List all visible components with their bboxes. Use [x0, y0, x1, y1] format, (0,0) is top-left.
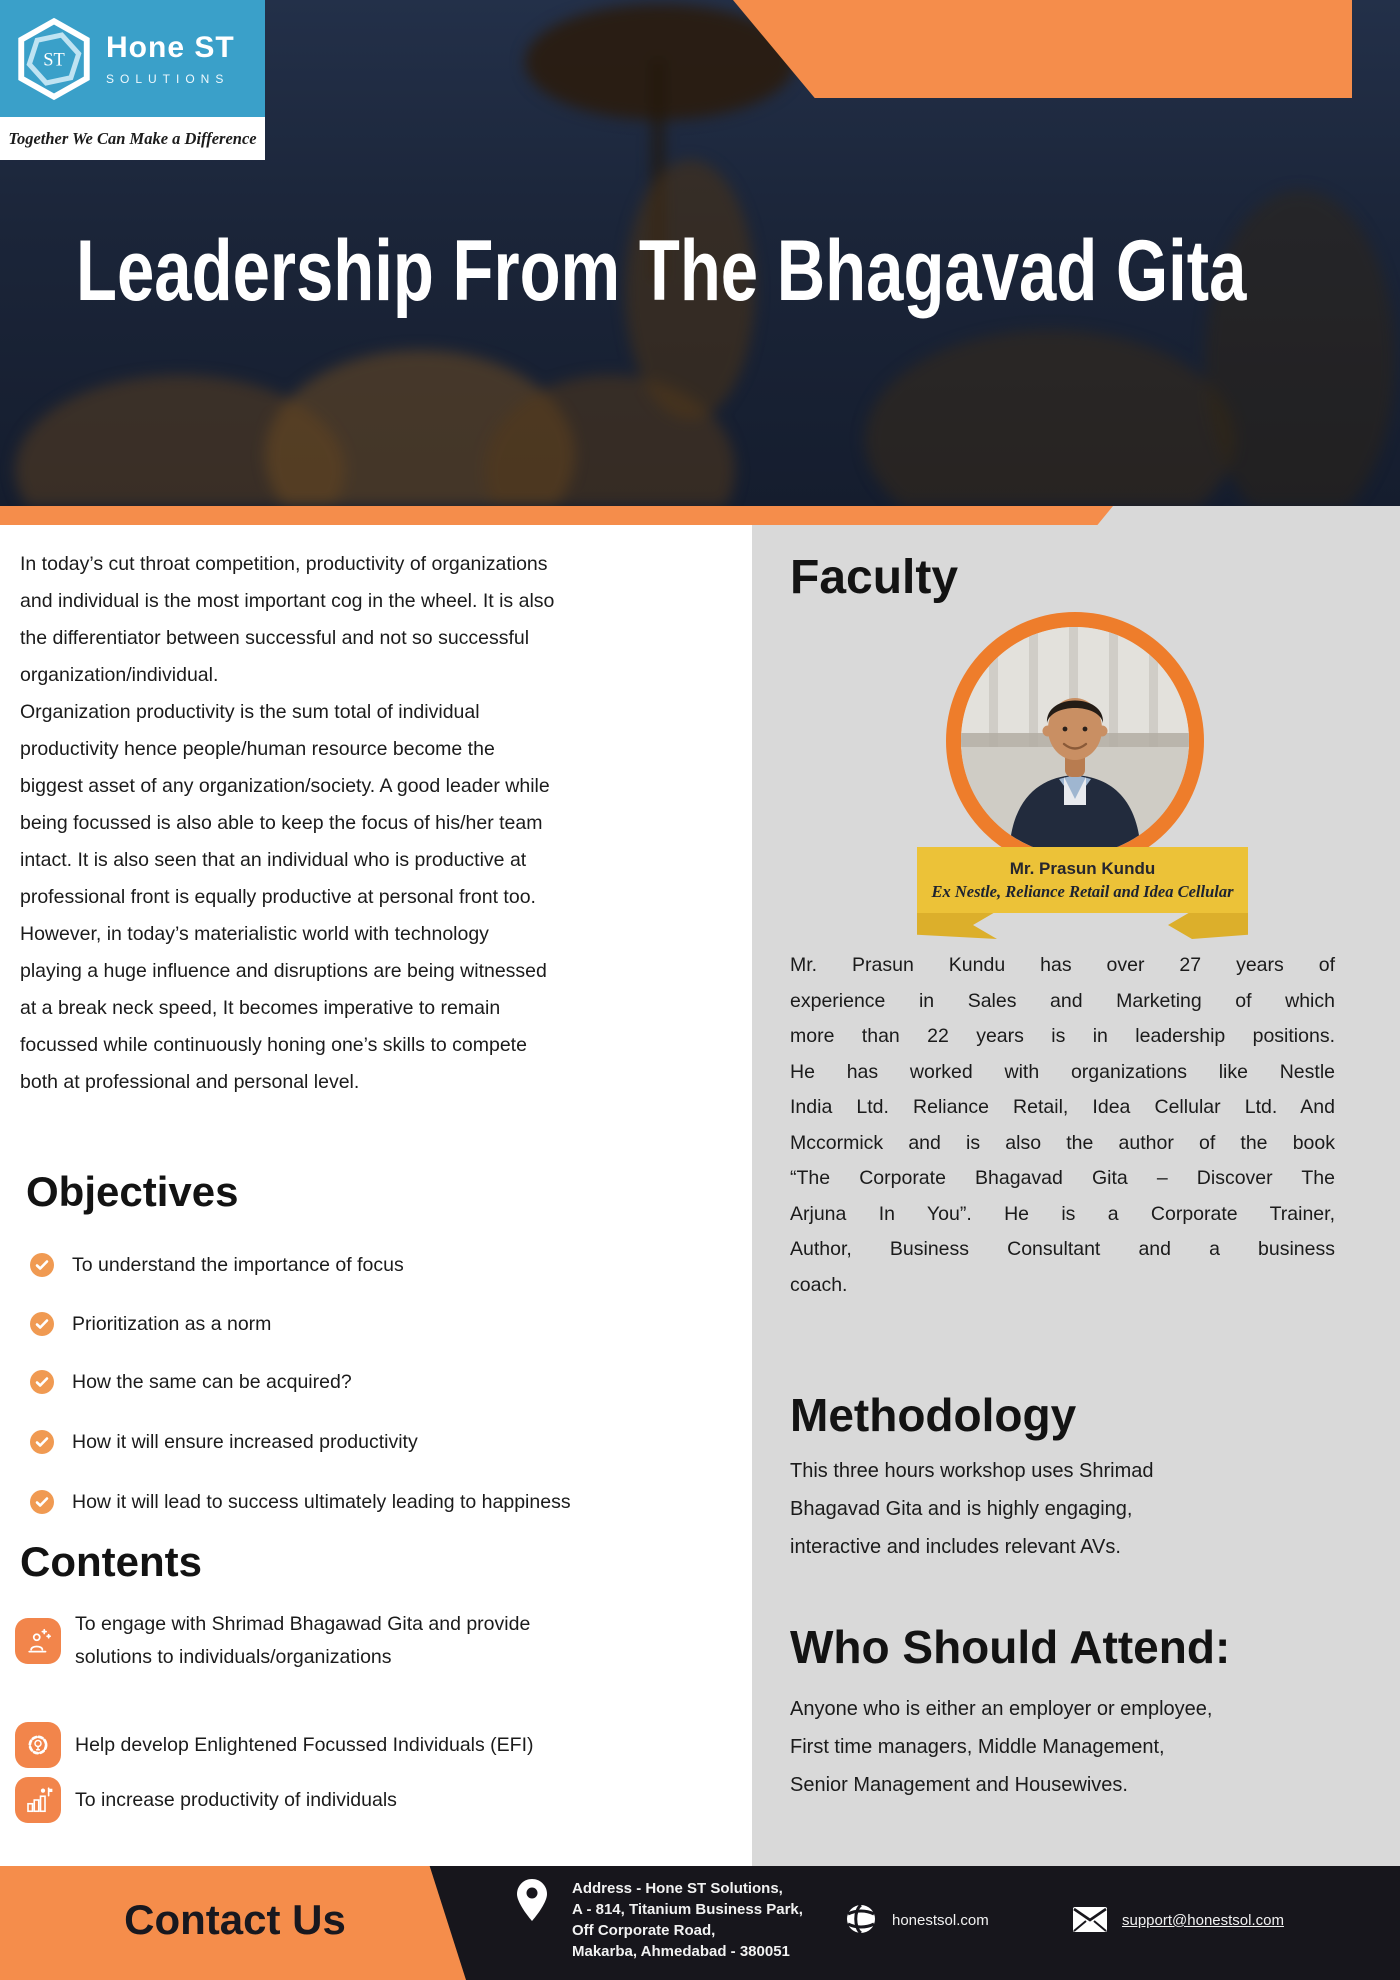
gear-bulb-icon [15, 1722, 61, 1768]
faculty-heading: Faculty [790, 551, 959, 604]
methodology-line: Bhagavad Gita and is highly engaging, [790, 1498, 1133, 1520]
bio-line: Mr. Prasun Kundu has over 27 years of [790, 954, 1335, 976]
intro-line: biggest asset of any organization/society. A good leader while [20, 775, 550, 797]
objective-item [30, 1311, 271, 1337]
intro-line: and individual is the most important cog in the wheel. It is also [20, 590, 555, 612]
methodology-line: interactive and includes relevant AVs. [790, 1536, 1121, 1558]
content-label: To engage with Shrimad Bhagawad Gita and provide solutions to individuals/organizations [75, 1613, 531, 1668]
objective-item [30, 1489, 571, 1515]
logo-hexagon-icon [12, 17, 96, 101]
accent-band [0, 506, 1113, 525]
intro-line: In today’s cut throat competition, productivity of organizations [20, 553, 548, 575]
faculty-credentials: Ex Nestle, Reliance Retail and Idea Cellular [931, 881, 1234, 901]
envelope-icon [1072, 1906, 1108, 1933]
bio-line: coach. [790, 1273, 848, 1296]
address-line: A - 814, Titanium Business Park, [572, 1901, 803, 1918]
intro-paragraph [20, 546, 554, 1101]
header-banner [0, 0, 1400, 506]
bio-line: Mccormick and is also the author of the book [790, 1131, 1335, 1154]
intro-line: Organization productivity is the sum total of individual [20, 701, 480, 723]
contact-us-label: Contact Us [124, 1896, 346, 1943]
brand-logo [0, 0, 265, 117]
bio-line: He has worked with organizations like Nestle [790, 1060, 1335, 1083]
methodology-line: This three hours workshop uses Shrimad [790, 1460, 1154, 1482]
globe-icon [845, 1903, 877, 1935]
intro-line: the differentiator between successful and not so successful [20, 627, 530, 649]
objective-label: Prioritization as a norm [72, 1312, 272, 1335]
faculty-name: Mr. Prasun Kundu [1009, 858, 1156, 878]
content-item [15, 1777, 397, 1823]
intro-line: intact. It is also seen that an individual who is productive at [20, 849, 527, 871]
intro-line: focussed while continuously honing one’s skills to compete [20, 1034, 527, 1056]
check-circle-icon [30, 1490, 54, 1514]
content-item [15, 1608, 545, 1674]
page-title: Leadership From The Bhagavad Gita [76, 223, 1247, 319]
intro-line: at a break neck speed, It becomes imperative to remain [20, 997, 501, 1019]
growth-person-icon [15, 1777, 61, 1823]
intro-line: playing a huge influence and disruptions are being witnessed [20, 960, 547, 982]
svg-text:ST: ST [43, 49, 65, 70]
footer [0, 1866, 1400, 1980]
content-label: Help develop Enlightened Focussed Individuals (EFI) [75, 1733, 534, 1756]
objective-item [30, 1252, 404, 1278]
brand-tagline: Together We Can Make a Difference [0, 117, 265, 160]
check-circle-icon [30, 1370, 54, 1394]
email-link[interactable]: support@honestsol.com [1122, 1912, 1284, 1929]
check-circle-icon [30, 1253, 54, 1277]
bio-line: experience in Sales and Marketing of which [790, 989, 1335, 1012]
intro-line: professional front is equally productive at personal front too. [20, 886, 536, 908]
bio-line: Arjuna In You”. He is a Corporate Trainer, [790, 1202, 1335, 1225]
faculty-bio [790, 948, 1335, 1303]
faculty-photo-image [961, 627, 1189, 855]
objectives-heading: Objectives [26, 1168, 239, 1215]
attend-line: Anyone who is either an employer or employee, [790, 1698, 1213, 1720]
bio-line: more than 22 years is in leadership positions. [790, 1025, 1335, 1047]
faculty-photo [946, 612, 1204, 870]
intro-line: productivity hence people/human resource become the [20, 738, 495, 760]
bio-line: Author, Business Consultant and a business [790, 1238, 1335, 1260]
objective-label: How the same can be acquired? [72, 1370, 352, 1393]
intro-line: both at professional and personal level. [20, 1071, 360, 1093]
intro-line: However, in today’s materialistic world with technology [20, 923, 489, 945]
engage-person-icon [15, 1618, 61, 1664]
content-item [15, 1722, 534, 1768]
methodology-text [790, 1452, 1154, 1566]
contents-heading: Contents [20, 1538, 202, 1585]
attend-heading: Who Should Attend: [790, 1621, 1231, 1673]
attend-line: Senior Management and Housewives. [790, 1774, 1128, 1796]
objective-item [30, 1429, 418, 1455]
address-line: Address - Hone ST Solutions, [572, 1880, 783, 1897]
content-label: To increase productivity of individuals [75, 1788, 397, 1811]
bio-line: “The Corporate Bhagavad Gita – Discover The [790, 1167, 1335, 1189]
objective-label: How it will ensure increased productivity [72, 1430, 418, 1453]
name-ribbon [917, 847, 1248, 913]
attend-text [790, 1690, 1212, 1804]
methodology-heading: Methodology [790, 1389, 1077, 1441]
address-line: Off Corporate Road, [572, 1922, 716, 1939]
check-circle-icon [30, 1312, 54, 1336]
brand-subtitle: SOLUTIONS [106, 72, 230, 86]
objective-label: How it will lead to success ultimately leading to happiness [72, 1490, 571, 1513]
website-link[interactable]: honestsol.com [892, 1912, 989, 1929]
intro-line: organization/individual. [20, 664, 219, 686]
address-block [572, 1878, 803, 1962]
brand-name: Hone ST [106, 31, 235, 64]
attend-line: First time managers, Middle Management, [790, 1736, 1165, 1758]
intro-line: being focussed is also able to keep the focus of his/her team [20, 812, 543, 834]
location-pin-icon [516, 1878, 548, 1922]
objective-item [30, 1369, 352, 1395]
objective-label: To understand the importance of focus [72, 1253, 404, 1276]
check-circle-icon [30, 1430, 54, 1454]
address-line: Makarba, Ahmedabad - 380051 [572, 1943, 790, 1960]
bio-line: India Ltd. Reliance Retail, Idea Cellular Ltd. And [790, 1096, 1335, 1118]
orange-ribbon-shape [733, 0, 1352, 98]
